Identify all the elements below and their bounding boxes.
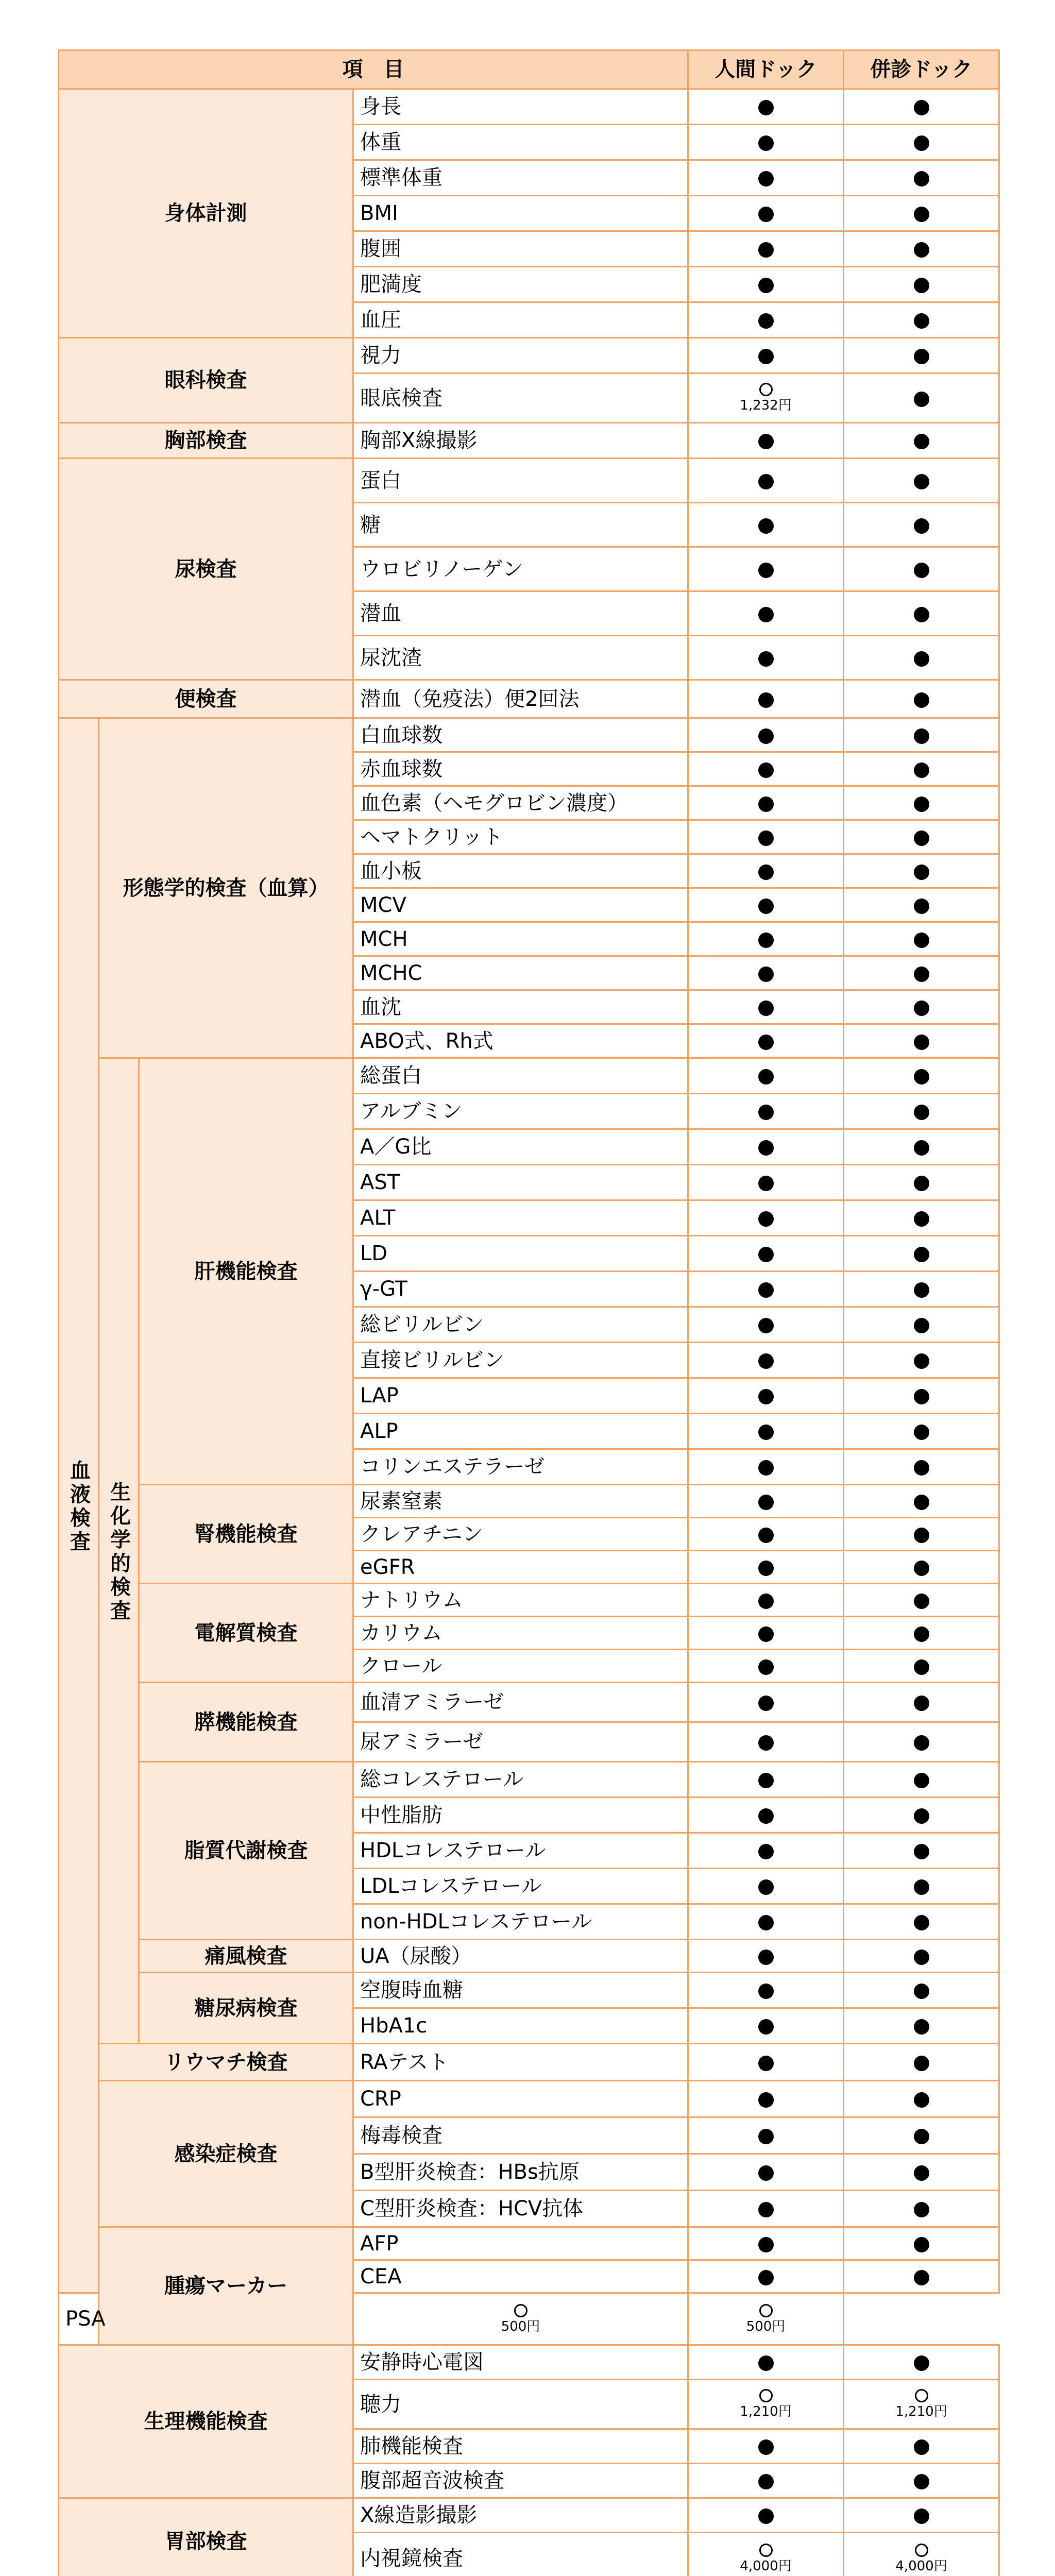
- item-label: RAテスト: [353, 2044, 688, 2081]
- item-label: 胸部X線撮影: [353, 423, 688, 459]
- table-row: [59, 459, 999, 503]
- item-label: 総ビリルビン: [353, 1307, 688, 1343]
- item-label: BMI: [353, 196, 688, 231]
- category-label: 感染症検査: [99, 2081, 353, 2227]
- item-label: 潜血: [353, 591, 688, 636]
- basic-dot-icon: [914, 1389, 929, 1404]
- basic-dot-icon: [914, 1984, 929, 1999]
- item-label: 空腹時血糖: [353, 1973, 688, 2008]
- item-label: MCHC: [353, 956, 688, 990]
- basic-dot-icon: [914, 1735, 929, 1751]
- basic-dot-icon: [914, 692, 929, 708]
- basic-dot-icon: [914, 2270, 929, 2285]
- basic-dot-icon: [758, 2165, 774, 2181]
- item-label: 尿アミラーゼ: [353, 1722, 688, 1762]
- item-label: HbA1c: [353, 2008, 688, 2044]
- basic-dot-icon: [758, 1247, 774, 1262]
- basic-dot-icon: [914, 100, 929, 115]
- basic-dot-icon: [914, 1844, 929, 1859]
- exam-items-table: [58, 49, 1000, 2576]
- basic-dot-icon: [914, 518, 929, 534]
- basic-dot-icon: [758, 651, 774, 667]
- basic-dot-icon: [758, 1140, 774, 1156]
- item-label: クレアチニン: [353, 1518, 688, 1551]
- item-label: 白血球数: [353, 718, 688, 752]
- item-label: HDLコレステロール: [353, 1833, 688, 1869]
- item-label: 直接ビリルビン: [353, 1343, 688, 1378]
- table-row: [59, 338, 999, 374]
- option-price: 4,000円: [740, 2558, 792, 2574]
- item-label: アルブミン: [353, 1094, 688, 1129]
- basic-dot-icon: [914, 1696, 929, 1711]
- category-label: 胃部検査: [59, 2498, 353, 2576]
- option-price: 1,210円: [740, 2404, 792, 2420]
- header-item: 項 目: [59, 50, 688, 89]
- basic-dot-icon: [914, 607, 929, 622]
- item-label: LAP: [353, 1378, 688, 1414]
- item-label: 体重: [353, 125, 688, 160]
- table-row: [59, 2498, 999, 2533]
- item-label: 総コレステロール: [353, 1762, 688, 1798]
- basic-dot-icon: [758, 1389, 774, 1404]
- item-label: γ-GT: [353, 1272, 688, 1307]
- option-circle-icon: [915, 2389, 928, 2402]
- item-label: PSA: [59, 2293, 99, 2345]
- item-label: 肥満度: [353, 267, 688, 302]
- basic-dot-icon: [914, 796, 929, 812]
- basic-dot-icon: [914, 2019, 929, 2035]
- table-row: [59, 680, 999, 718]
- basic-dot-icon: [914, 434, 929, 449]
- basic-dot-icon: [758, 100, 774, 115]
- category-label: 糖尿病検査: [139, 1973, 353, 2044]
- item-label: X線造影撮影: [353, 2498, 688, 2533]
- basic-dot-icon: [914, 1247, 929, 1262]
- item-label: 聴力: [353, 2380, 688, 2429]
- basic-dot-icon: [758, 2355, 774, 2371]
- item-label: 糖: [353, 503, 688, 547]
- basic-dot-icon: [758, 135, 774, 151]
- basic-dot-icon: [914, 1879, 929, 1895]
- item-label: ウロビリノーゲン: [353, 547, 688, 591]
- table-row: [59, 2227, 999, 2260]
- item-label: 血圧: [353, 302, 688, 338]
- basic-dot-icon: [758, 2509, 774, 2524]
- basic-dot-icon: [914, 1528, 929, 1543]
- basic-dot-icon: [758, 2202, 774, 2217]
- category-label: 形態学的検査（血算）: [99, 718, 353, 1058]
- category-label: リウマチ検査: [99, 2044, 353, 2081]
- basic-dot-icon: [914, 1353, 929, 1369]
- item-label: 総蛋白: [353, 1058, 688, 1094]
- item-label: CEA: [353, 2260, 688, 2293]
- basic-dot-icon: [914, 563, 929, 578]
- basic-dot-icon: [758, 1915, 774, 1930]
- item-label: 血清アミラーゼ: [353, 1683, 688, 1722]
- basic-dot-icon: [914, 242, 929, 258]
- item-label: 尿沈渣: [353, 636, 688, 680]
- basic-dot-icon: [758, 1773, 774, 1788]
- category-label-vertical: 血液検査: [59, 718, 99, 2293]
- basic-dot-icon: [758, 434, 774, 449]
- basic-dot-icon: [758, 1495, 774, 1510]
- basic-dot-icon: [914, 1495, 929, 1510]
- category-label: 腎機能検査: [139, 1485, 353, 1584]
- header-ningen-dock: 人間ドック: [688, 50, 844, 89]
- basic-dot-icon: [758, 1035, 774, 1050]
- basic-dot-icon: [914, 728, 929, 744]
- option-circle-icon: [759, 2544, 773, 2557]
- item-label: LDLコレステロール: [353, 1869, 688, 1904]
- basic-dot-icon: [758, 1950, 774, 1965]
- category-label: 生理機能検査: [59, 2345, 353, 2498]
- basic-dot-icon: [758, 2129, 774, 2144]
- item-label: C型肝炎検査：HCV抗体: [353, 2191, 688, 2227]
- basic-dot-icon: [914, 1176, 929, 1191]
- basic-dot-icon: [758, 796, 774, 812]
- basic-dot-icon: [758, 967, 774, 982]
- basic-dot-icon: [914, 967, 929, 982]
- category-label: 肝機能検査: [139, 1058, 353, 1485]
- basic-dot-icon: [758, 518, 774, 534]
- basic-dot-icon: [758, 899, 774, 914]
- category-label: 尿検査: [59, 459, 353, 680]
- item-label: 尿素窒素: [353, 1485, 688, 1518]
- category-label: 腫瘍マーカー: [99, 2227, 353, 2345]
- item-label: 血沈: [353, 990, 688, 1024]
- item-label: LD: [353, 1236, 688, 1272]
- basic-dot-icon: [914, 1659, 929, 1675]
- option-circle-icon: [759, 2389, 773, 2402]
- basic-dot-icon: [914, 313, 929, 329]
- header-heishin-dock: 併診ドック: [844, 50, 999, 89]
- basic-dot-icon: [914, 2202, 929, 2217]
- item-label: 赤血球数: [353, 752, 688, 786]
- basic-dot-icon: [914, 207, 929, 222]
- basic-dot-icon: [914, 1773, 929, 1788]
- basic-dot-icon: [758, 1626, 774, 1642]
- item-label: MCV: [353, 888, 688, 922]
- option-price: 1,232円: [740, 398, 792, 414]
- basic-dot-icon: [914, 831, 929, 846]
- basic-dot-icon: [914, 899, 929, 914]
- item-label: 血小板: [353, 854, 688, 888]
- item-label: 眼底検査: [353, 374, 688, 423]
- basic-dot-icon: [758, 1808, 774, 1824]
- basic-dot-icon: [758, 2439, 774, 2455]
- item-label: 視力: [353, 338, 688, 374]
- basic-dot-icon: [914, 171, 929, 187]
- item-label: 標準体重: [353, 160, 688, 196]
- basic-dot-icon: [914, 2474, 929, 2489]
- table-row: [59, 423, 999, 459]
- category-label: 膵機能検査: [139, 1683, 353, 1762]
- basic-dot-icon: [914, 1140, 929, 1156]
- item-label: 内視鏡検査: [353, 2533, 688, 2576]
- table-row: [59, 1683, 999, 1722]
- table-row: [59, 89, 999, 125]
- basic-dot-icon: [758, 1460, 774, 1476]
- basic-dot-icon: [914, 2092, 929, 2108]
- basic-dot-icon: [914, 2129, 929, 2144]
- basic-dot-icon: [914, 2439, 929, 2455]
- option-circle-icon: [915, 2544, 928, 2557]
- option-circle-icon: [759, 2304, 773, 2317]
- table-row: [59, 1973, 999, 2008]
- basic-dot-icon: [914, 1594, 929, 1609]
- basic-dot-icon: [758, 1594, 774, 1609]
- basic-dot-icon: [914, 651, 929, 667]
- basic-dot-icon: [758, 1659, 774, 1675]
- basic-dot-icon: [914, 1069, 929, 1084]
- basic-dot-icon: [758, 607, 774, 622]
- basic-dot-icon: [914, 1035, 929, 1050]
- table-row: [59, 1762, 999, 1798]
- table-row: [59, 1058, 999, 1094]
- basic-dot-icon: [758, 1176, 774, 1191]
- item-label: B型肝炎検査：HBs抗原: [353, 2154, 688, 2191]
- basic-dot-icon: [758, 865, 774, 880]
- basic-dot-icon: [758, 1353, 774, 1369]
- item-label: 蛋白: [353, 459, 688, 503]
- basic-dot-icon: [758, 933, 774, 948]
- option-price: 1,210円: [895, 2404, 947, 2420]
- item-label: MCH: [353, 922, 688, 956]
- basic-dot-icon: [914, 1282, 929, 1298]
- basic-dot-icon: [914, 2165, 929, 2181]
- basic-dot-icon: [914, 1425, 929, 1440]
- basic-dot-icon: [758, 313, 774, 329]
- basic-dot-icon: [758, 278, 774, 293]
- basic-dot-icon: [914, 762, 929, 778]
- basic-dot-icon: [758, 1211, 774, 1227]
- basic-dot-icon: [758, 1425, 774, 1440]
- basic-dot-icon: [758, 2270, 774, 2285]
- category-label: 電解質検査: [139, 1584, 353, 1683]
- basic-dot-icon: [758, 2019, 774, 2035]
- basic-dot-icon: [914, 2056, 929, 2071]
- item-label: AST: [353, 1165, 688, 1200]
- basic-dot-icon: [914, 2237, 929, 2252]
- category-label: 身体計測: [59, 89, 353, 338]
- item-label: AFP: [353, 2227, 688, 2260]
- basic-dot-icon: [914, 135, 929, 151]
- basic-dot-icon: [758, 728, 774, 744]
- basic-dot-icon: [758, 831, 774, 846]
- table-row: [59, 718, 999, 752]
- basic-dot-icon: [914, 1561, 929, 1576]
- basic-dot-icon: [758, 1984, 774, 1999]
- basic-dot-icon: [914, 933, 929, 948]
- basic-dot-icon: [914, 1460, 929, 1476]
- basic-dot-icon: [758, 1318, 774, 1333]
- basic-dot-icon: [758, 1844, 774, 1859]
- table-header-row: [59, 50, 999, 89]
- item-label: 中性脂肪: [353, 1798, 688, 1833]
- option-price: 500円: [746, 2318, 786, 2334]
- basic-dot-icon: [914, 474, 929, 489]
- basic-dot-icon: [914, 1001, 929, 1016]
- category-label: 痛風検査: [139, 1940, 353, 1973]
- item-label: A／G比: [353, 1129, 688, 1165]
- option-circle-icon: [759, 383, 773, 396]
- basic-dot-icon: [758, 2474, 774, 2489]
- item-label: 腹部超音波検査: [353, 2464, 688, 2498]
- item-label: 腹囲: [353, 231, 688, 267]
- basic-dot-icon: [914, 1211, 929, 1227]
- basic-dot-icon: [758, 1561, 774, 1576]
- basic-dot-icon: [758, 1282, 774, 1298]
- basic-dot-icon: [758, 1528, 774, 1543]
- basic-dot-icon: [914, 1808, 929, 1824]
- basic-dot-icon: [758, 207, 774, 222]
- category-label: 脂質代謝検査: [139, 1762, 353, 1940]
- basic-dot-icon: [914, 1915, 929, 1930]
- item-label: 梅毒検査: [353, 2117, 688, 2154]
- table-row: [59, 1485, 999, 1518]
- item-label: ALP: [353, 1414, 688, 1449]
- basic-dot-icon: [914, 1626, 929, 1642]
- basic-dot-icon: [758, 349, 774, 364]
- basic-dot-icon: [914, 349, 929, 364]
- category-label: 便検査: [59, 680, 353, 718]
- basic-dot-icon: [914, 2355, 929, 2371]
- basic-dot-icon: [758, 1879, 774, 1895]
- basic-dot-icon: [758, 1001, 774, 1016]
- table-row: [59, 2044, 999, 2081]
- basic-dot-icon: [758, 474, 774, 489]
- item-label: 身長: [353, 89, 688, 125]
- basic-dot-icon: [758, 1735, 774, 1751]
- category-label: 胸部検査: [59, 423, 353, 459]
- category-label: 眼科検査: [59, 338, 353, 423]
- basic-dot-icon: [914, 1950, 929, 1965]
- basic-dot-icon: [758, 171, 774, 187]
- basic-dot-icon: [758, 563, 774, 578]
- item-label: CRP: [353, 2081, 688, 2117]
- basic-dot-icon: [758, 692, 774, 708]
- basic-dot-icon: [758, 2056, 774, 2071]
- basic-dot-icon: [914, 865, 929, 880]
- basic-dot-icon: [914, 278, 929, 293]
- basic-dot-icon: [758, 242, 774, 258]
- option-price: 4,000円: [895, 2558, 947, 2574]
- basic-dot-icon: [914, 1105, 929, 1120]
- basic-dot-icon: [758, 1696, 774, 1711]
- item-label: 肺機能検査: [353, 2429, 688, 2464]
- item-label: ヘマトクリット: [353, 820, 688, 854]
- basic-dot-icon: [914, 392, 929, 407]
- item-label: ナトリウム: [353, 1584, 688, 1617]
- table-row: [59, 1584, 999, 1617]
- item-label: 潜血（免疫法）便2回法: [353, 680, 688, 718]
- basic-dot-icon: [758, 1105, 774, 1120]
- item-label: コリンエステラーゼ: [353, 1449, 688, 1485]
- basic-dot-icon: [758, 762, 774, 778]
- table-row: [59, 2081, 999, 2117]
- item-label: クロール: [353, 1650, 688, 1683]
- category-label-vertical: 生化学的検査: [99, 1058, 139, 2044]
- basic-dot-icon: [914, 1318, 929, 1333]
- item-label: eGFR: [353, 1551, 688, 1584]
- item-label: UA（尿酸）: [353, 1940, 688, 1973]
- item-label: ALT: [353, 1200, 688, 1236]
- basic-dot-icon: [758, 2092, 774, 2108]
- option-price: 500円: [501, 2318, 540, 2334]
- option-circle-icon: [514, 2304, 528, 2317]
- table-row: [59, 2345, 999, 2380]
- item-label: non-HDLコレステロール: [353, 1904, 688, 1940]
- item-label: 安静時心電図: [353, 2345, 688, 2380]
- item-label: 血色素（ヘモグロビン濃度）: [353, 786, 688, 820]
- table-row: [59, 1940, 999, 1973]
- basic-dot-icon: [758, 1069, 774, 1084]
- item-label: ABO式、Rh式: [353, 1024, 688, 1058]
- basic-dot-icon: [758, 2237, 774, 2252]
- basic-dot-icon: [914, 2509, 929, 2524]
- item-label: カリウム: [353, 1617, 688, 1650]
